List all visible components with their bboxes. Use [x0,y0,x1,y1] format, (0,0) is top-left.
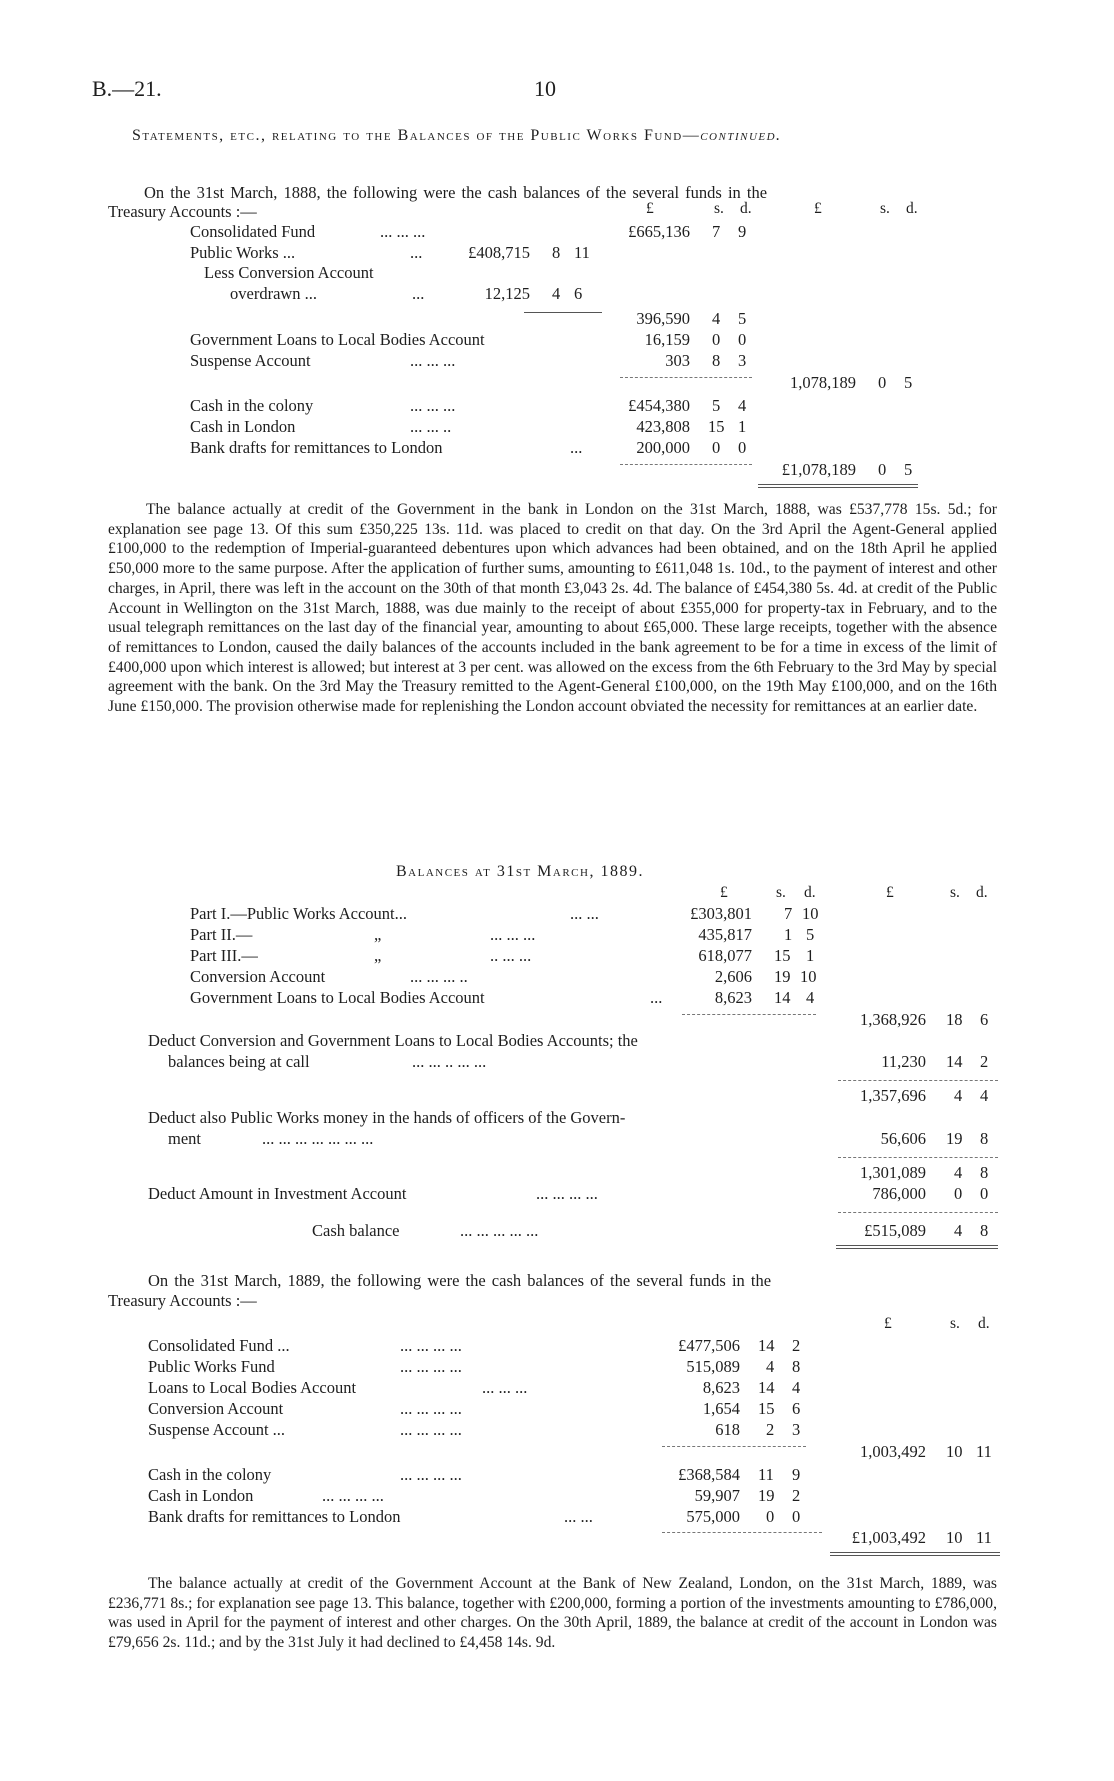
row-pounds: 423,808 [636,417,690,436]
s2-double-rule-b [836,1248,998,1249]
row-dots: ... ... ... ... [400,1465,462,1484]
row-pounds: £303,801 [690,904,752,923]
row-shillings: 0 [954,1184,963,1203]
row-pounds: 618,077 [698,946,752,965]
s3-row-conversion [0,1399,1114,1421]
row-shillings: 15 [774,946,791,965]
row-label: Cash in the colony [148,1465,272,1484]
row-pounds: 12,125 [484,284,530,303]
s3-row-loans [0,1378,1114,1400]
s1-col-pence-right: d. [906,200,918,217]
row-total-shillings: 0 [878,460,887,479]
row-pence: 9 [738,222,747,241]
row-total-pence: 4 [980,1086,989,1105]
s1-intro-line2: Treasury Accounts :— [108,202,257,221]
row-dots: ... ... .. [410,417,452,436]
row-label: Bank drafts for remittances to London [190,438,443,457]
s1-row-gov-loans [0,330,1114,352]
s3-row-total-1 [0,1442,1114,1464]
row-dots: ... ... ... ... [322,1486,384,1505]
row-label: Conversion Account [190,967,326,986]
row-dots: ... ... ... ... ... [460,1221,539,1240]
row-pence: 2 [792,1486,801,1505]
row-total-pounds: £1,003,492 [851,1528,926,1547]
row-shillings: 1 [784,925,793,944]
s2-row-sub-b [0,1086,1114,1108]
row-dots: ... ... ... ... [400,1399,462,1418]
s2-heading: Balances at 31st March, 1889. [396,863,644,880]
s2-rule-3 [838,1157,998,1158]
s1-row-suspense [0,351,1114,373]
row-pence: 4 [792,1378,801,1397]
row-label: Part II.— [190,925,253,944]
s2-row-conversion [0,967,1114,989]
s3-row-public-works [0,1357,1114,1379]
row-dots: .. ... ... [490,946,532,965]
row-total-shillings: 0 [878,373,887,392]
row-pence: 8 [980,1129,989,1148]
row-label: Cash in London [190,417,296,436]
row-ditto: „ [374,946,382,965]
row-pence: 2 [980,1052,989,1071]
row-total-pounds: 1,357,696 [860,1086,926,1105]
row-dots: ... ... ... .. [410,967,468,986]
s1-col-pence: d. [740,200,752,217]
row-ditto: „ [374,925,382,944]
row-total-pounds: £515,089 [864,1221,926,1240]
row-shillings: 4 [552,284,561,303]
s1-row-overdrawn [0,284,1114,306]
row-pounds: 435,817 [698,925,752,944]
row-shillings: 7 [712,222,721,241]
s1-row-pw-net [0,309,1114,331]
row-label: overdrawn ... [230,284,318,303]
row-pounds: 56,606 [880,1129,926,1148]
s1-row-total-2 [0,460,1114,482]
s1-row-consolidated [0,222,1114,244]
row-shillings: 5 [712,396,721,415]
row-pence: 3 [738,351,747,370]
row-dots: ... ... ... [380,222,426,241]
row-shillings: 0 [712,330,721,349]
row-pence: 6 [574,284,583,303]
s1-col-shillings: s. [714,200,724,217]
row-shillings: 14 [758,1336,775,1355]
row-label: Public Works Fund [148,1357,275,1376]
s3-row-cash-colony [0,1465,1114,1487]
page-number: 10 [534,76,556,101]
row-total-pence: 8 [980,1221,989,1240]
row-pounds: 8,623 [702,1378,740,1397]
row-pounds: 8,623 [714,988,752,1007]
row-pounds: £477,506 [678,1336,740,1355]
row-total-pence: 5 [904,373,913,392]
row-label: Government Loans to Local Bodies Account [190,988,485,1007]
row-label: Deduct also Public Works money in the hands of officers of the Govern- [148,1108,626,1127]
row-shillings: 14 [758,1378,775,1397]
row-pence: 5 [806,925,815,944]
row-pounds: 618 [715,1420,740,1439]
row-pounds: £665,136 [628,222,690,241]
row-total-shillings: 10 [946,1528,963,1547]
s2-row-sub-c [0,1163,1114,1185]
row-dots: ... ... ... ... [400,1357,462,1376]
paragraph-1889-explanation: The balance actually at credit of the Government Account at the Bank of New Zealand, London, on the 31st March, 1889, was £236,771 8s.; for explanation see page 13. This balance, together with £200,000, forming a portion of the investments amounting to £786,000, was used in April for the payment of interest and other charges. On the 30th April, 1889, the balance at credit of the account in London was £79,656 2s. 11d.; and by the 31st July it had declined to £4,458 14s. 9d. [108,1575,997,1652]
row-pence: 0 [738,330,747,349]
row-pence: 1 [738,417,747,436]
row-label: Government Loans to Local Bodies Account [190,330,485,349]
s2-row-deduct-conv-2 [0,1052,1114,1074]
row-label: Loans to Local Bodies Account [148,1378,357,1397]
row-dots: ... [650,988,663,1007]
row-total-shillings: 4 [954,1163,963,1182]
s2-col-pence: d. [804,884,816,901]
row-label: Consolidated Fund ... [148,1336,290,1355]
row-shillings: 7 [784,904,793,923]
row-shillings: 15 [708,417,725,436]
row-total-pence: 5 [904,460,913,479]
row-pounds: 2,606 [714,967,752,986]
document-reference: B.—21. [92,76,162,101]
row-label: Part I.—Public Works Account... [190,904,407,923]
row-dots: ... ... ... ... [536,1184,598,1203]
row-label: Cash in London [148,1486,254,1505]
row-pence: 0 [980,1184,989,1203]
s1-row-bank-drafts [0,438,1114,460]
row-pence: 0 [738,438,747,457]
row-shillings: 0 [766,1507,775,1526]
row-pence: 10 [802,904,819,923]
row-pence: 8 [792,1357,801,1376]
row-pence: 0 [792,1507,801,1526]
s2-row-deduct-pw-1 [0,1108,1114,1130]
row-dots: ... ... [570,904,599,923]
row-shillings: 8 [552,243,561,262]
row-label: Bank drafts for remittances to London [148,1507,401,1526]
row-pence: 2 [792,1336,801,1355]
s3-row-bank-drafts [0,1507,1114,1529]
row-pence: 4 [738,396,747,415]
row-label: Public Works ... [190,243,296,262]
row-shillings: 19 [774,967,791,986]
row-dots: ... ... ... [410,396,456,415]
s2-row-cash-balance [0,1221,1114,1243]
row-dots: ... ... ... [482,1378,528,1397]
row-total-pence: 6 [980,1010,989,1029]
row-label: Less Conversion Account [204,263,374,282]
s3-col-pound: £ [884,1315,892,1332]
row-total-shillings: 18 [946,1010,963,1029]
row-shillings: 4 [766,1357,775,1376]
row-shillings: 19 [946,1129,963,1148]
s2-col-pence-right: d. [976,884,988,901]
s2-row-deduct-conv-1 [0,1031,1114,1053]
row-label: Conversion Account [148,1399,284,1418]
row-dots: ... ... ... [490,925,536,944]
s1-row-less-conversion [0,263,1114,285]
row-shillings: 14 [774,988,791,1007]
s3-double-rule-b [830,1555,1000,1556]
row-pence: 9 [792,1465,801,1484]
row-pence: 3 [792,1420,801,1439]
row-label: Deduct Amount in Investment Account [148,1184,407,1203]
row-total-pounds: 1,003,492 [860,1442,926,1461]
s2-rule-4 [838,1212,998,1213]
s1-row-public-works [0,243,1114,265]
row-shillings: 2 [766,1420,775,1439]
running-title [132,127,782,145]
row-total-pounds: 1,301,089 [860,1163,926,1182]
s2-row-deduct-inv [0,1184,1114,1206]
row-pence: 4 [806,988,815,1007]
row-pounds: 16,159 [644,330,690,349]
row-dots: ... ... [564,1507,593,1526]
row-dots: ... ... ... ... [400,1420,462,1439]
row-pence: 5 [738,309,747,328]
row-pounds: £454,380 [628,396,690,415]
row-shillings: 4 [712,309,721,328]
s3-col-pence: d. [978,1315,990,1332]
s2-col-shillings: s. [776,884,786,901]
s3-col-shillings: s. [950,1315,960,1332]
row-dots: ... [570,438,583,457]
row-label: Cash balance [312,1221,400,1240]
s3-intro-line2: Treasury Accounts :— [108,1291,257,1310]
s1-col-pound: £ [646,200,654,217]
s1-double-rule-a [758,484,918,485]
row-total-pence: 8 [980,1163,989,1182]
s2-row-gov-loans [0,988,1114,1010]
row-dots: ... ... ... [410,351,456,370]
row-pounds: £408,715 [468,243,530,262]
s2-col-shillings-right: s. [950,884,960,901]
row-shillings: 15 [758,1399,775,1418]
s2-col-pound: £ [720,884,728,901]
s2-row-deduct-pw-2 [0,1129,1114,1151]
s2-row-part-1 [0,904,1114,926]
running-title-continued: continued. [700,127,782,144]
row-total-pounds: £1,078,189 [781,460,856,479]
row-total-pence: 11 [976,1442,992,1461]
s3-row-total-2 [0,1528,1114,1550]
row-shillings: 19 [758,1486,775,1505]
s3-intro-line1: On the 31st March, 1889, the following were the cash balances of the several funds in the [148,1271,772,1290]
row-pence: 10 [800,967,817,986]
s3-row-consolidated [0,1336,1114,1358]
s2-row-part-3 [0,946,1114,968]
row-pounds: 303 [665,351,690,370]
s1-double-rule-b [758,487,918,488]
row-pence: 11 [574,243,590,262]
row-pence: 6 [792,1399,801,1418]
row-shillings: 14 [946,1052,963,1071]
row-pounds: 786,000 [872,1184,926,1203]
s1-col-pound-right: £ [814,200,822,217]
row-dots: ... [410,243,423,262]
row-shillings: 0 [712,438,721,457]
row-pounds: 1,654 [702,1399,740,1418]
s2-row-total-a [0,1010,1114,1032]
row-total-shillings: 10 [946,1442,963,1461]
row-label: Suspense Account ... [148,1420,286,1439]
s1-intro-line1: On the 31st March, 1888, the following were the cash balances of the several funds in the [144,183,768,202]
row-dots: ... ... ... ... ... ... ... [262,1129,374,1148]
row-total-pence: 11 [976,1528,992,1547]
row-pounds: 515,089 [686,1357,740,1376]
row-pounds: 396,590 [636,309,690,328]
s1-row-cash-colony [0,396,1114,418]
s1-col-shillings-right: s. [880,200,890,217]
row-shillings: 8 [712,351,721,370]
s2-col-pound-right: £ [886,884,894,901]
row-total-shillings: 4 [954,1086,963,1105]
paragraph-1888-explanation: The balance actually at credit of the Government in the bank in London on the 31st March, 1888, was £537,778 15s. 5d.; for explanation see page 13. Of this sum £350,225 13s. 11d. was placed to credit on that day. On the 3rd April the Agent-General applied £100,000 to the redemption of Imperial-guaranteed debentures upon which advances had been obtained, and on the 18th April he applied £50,000 more to the same purpose. After the application of further sums, amounting to £611,048 1s. 10d., to the payment of interest and other charges, in April, there was left in the account on the 30th of that month £3,043 2s. 4d. The balance of £454,380 5s. 4d. at credit of the Public Account in Wellington on the 31st March, 1888, was due mainly to the receipt of about £355,000 for property-tax in February, and to the usual telegraph remittances on the last day of the financial year, amounting to about £65,000. These large receipts, together with the absence of remittances to London, caused the daily balances of the accounts included in the bank agreement to be for a time in excess of the limit of £400,000 upon which interest is allowed; but interest at 3 per cent. was allowed on the excess from the 6th February to the 3rd May by special agreement with the bank. On the 3rd May the Treasury remitted to the Agent-General £100,000, on the 19th May £100,000, and on the 16th June £150,000. The provision otherwise made for replenishing the London account obviated the necessity for remittances at an earlier date. [108,501,997,716]
row-label: ment [168,1129,201,1148]
s2-row-part-2 [0,925,1114,947]
row-label: Consolidated Fund [190,222,316,241]
row-total-pounds: 1,368,926 [860,1010,926,1029]
s2-rule-2 [838,1080,998,1081]
row-label: Deduct Conversion and Government Loans to Local Bodies Accounts; the [148,1031,638,1050]
row-total-pounds: 1,078,189 [790,373,856,392]
s3-double-rule-a [830,1552,1000,1553]
s2-double-rule-a [836,1245,998,1246]
row-dots: ... ... .. ... ... [412,1052,487,1071]
row-label: Cash in the colony [190,396,314,415]
row-total-shillings: 4 [954,1221,963,1240]
running-title-text: Statements, etc., relating to the Balances of the Public Works Fund— [132,127,701,144]
s3-row-suspense [0,1420,1114,1442]
s3-row-cash-london [0,1486,1114,1508]
row-pounds: 59,907 [694,1486,740,1505]
row-dots: ... ... ... ... [400,1336,462,1355]
s1-row-cash-london [0,417,1114,439]
s1-row-total-1 [0,373,1114,395]
row-pounds: £368,584 [678,1465,740,1484]
row-pounds: 11,230 [881,1052,926,1071]
row-label: balances being at call [168,1052,310,1071]
row-shillings: 11 [758,1465,774,1484]
row-label: Part III.— [190,946,258,965]
row-pence: 1 [806,946,815,965]
row-label: Suspense Account [190,351,311,370]
row-pounds: 575,000 [686,1507,740,1526]
row-pounds: 200,000 [636,438,690,457]
row-dots: ... [412,284,425,303]
